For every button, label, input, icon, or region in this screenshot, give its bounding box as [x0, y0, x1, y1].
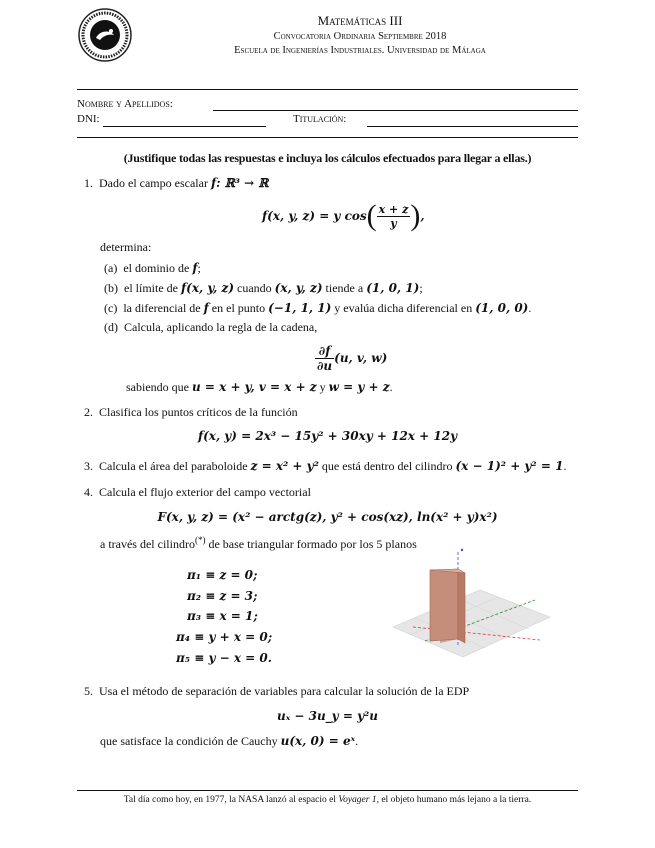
titulacion-field[interactable] — [367, 126, 578, 127]
plane-3: π₃ ≡ x = 1; — [187, 609, 258, 623]
problem-number: 4. — [84, 485, 93, 499]
footer-note: Tal día como hoy, en 1977, la NASA lanzó al espacio el Voyager 1, el objeto humano más lejano a la tierra. — [123, 795, 532, 805]
footer-rule — [77, 790, 578, 791]
exam-subtitle: Convocatoria Ordinaria Septiembre 2018 — [273, 31, 447, 42]
problem-number: 1. — [84, 176, 93, 190]
partial-derivative: $\frac{\partial f}{\partial u}$ (u, v, w) — [317, 343, 388, 373]
exam-title: Matemáticas III — [317, 13, 403, 28]
problem-5-text: 5. Usa el método de separación de variables para calcular la solución de la EDP — [84, 684, 470, 698]
problem-4-text: 4. Calcula el flujo exterior del campo vectorial — [84, 485, 311, 499]
university-seal-icon — [78, 8, 132, 62]
dni-label: DNI: — [77, 113, 100, 125]
problem-4-equation: F(x, y, z) = (x² − arctg(z), y² + cos(xz), ln(x² + y)x²) — [157, 510, 498, 524]
instructions: (Justifique todas las respuestas e incluya los cálculos efectuados para llegar a ellas.) — [123, 151, 532, 165]
plane-5: π₅ ≡ y − x = 0. — [176, 651, 272, 665]
name-label: Nombre y Apellidos: — [77, 98, 173, 110]
problem-1-intro: 1. Dado el campo escalar f: ℝ³ → ℝ — [84, 176, 269, 190]
plane-1: π₁ ≡ z = 0; — [187, 568, 258, 582]
school-name: Escuela de Ingenierías Industriales. Universidad de Málaga — [234, 45, 486, 56]
plane-2: π₂ ≡ z = 3; — [187, 589, 258, 603]
titulacion-label: Titulación: — [293, 113, 347, 125]
name-field[interactable] — [213, 110, 578, 111]
top-rule — [77, 89, 578, 90]
problem-number: 5. — [84, 684, 93, 698]
solid-figure — [385, 545, 555, 660]
prism-front-face — [430, 569, 458, 641]
problem-2-text: 2. Clasifica los puntos críticos de la función — [84, 405, 298, 419]
part-b: (b) el límite de f(x, y, z) cuando (x, y, z) tiende a (1, 0, 1); — [104, 281, 423, 295]
knowing-line: sabiendo que u = x + y, v = x + z y w = y + z. — [126, 380, 393, 394]
problem-3-text: 3. Calcula el área del paraboloide z = x² + y² que está dentro del cilindro (x − 1)² + y² = 1. — [84, 459, 567, 473]
prism-side-face — [458, 569, 465, 643]
problem-5-cauchy: que satisface la condición de Cauchy u(x, 0) = eˣ. — [100, 734, 359, 748]
form-rule — [77, 137, 578, 138]
problem-number: 3. — [84, 459, 93, 473]
problem-5-equation: uₓ − 3u_y = y²u — [276, 709, 379, 723]
part-d: (d) Calcula, aplicando la regla de la cadena, — [104, 320, 318, 334]
problem-1-equation: f(x, y, z) = y cos ( $\frac{x + z}{y}$ ) , — [262, 199, 425, 232]
dni-field[interactable] — [103, 126, 266, 127]
determine-label: determina: — [100, 240, 152, 254]
plane-4: π₄ ≡ y + x = 0; — [176, 630, 273, 644]
problem-number: 2. — [84, 405, 93, 419]
part-a: (a) el dominio de f; — [104, 261, 201, 275]
problem-4-through: a través del cilindro(*) de base triangular formado por los 5 planos — [100, 535, 417, 551]
problem-2-equation: f(x, y) = 2x³ − 15y² + 30xy + 12x + 12y — [197, 429, 458, 443]
part-c: (c) la diferencial de f en el punto (−1, 1, 1) y evalúa dicha diferencial en (1, 0, 0). — [104, 301, 532, 315]
